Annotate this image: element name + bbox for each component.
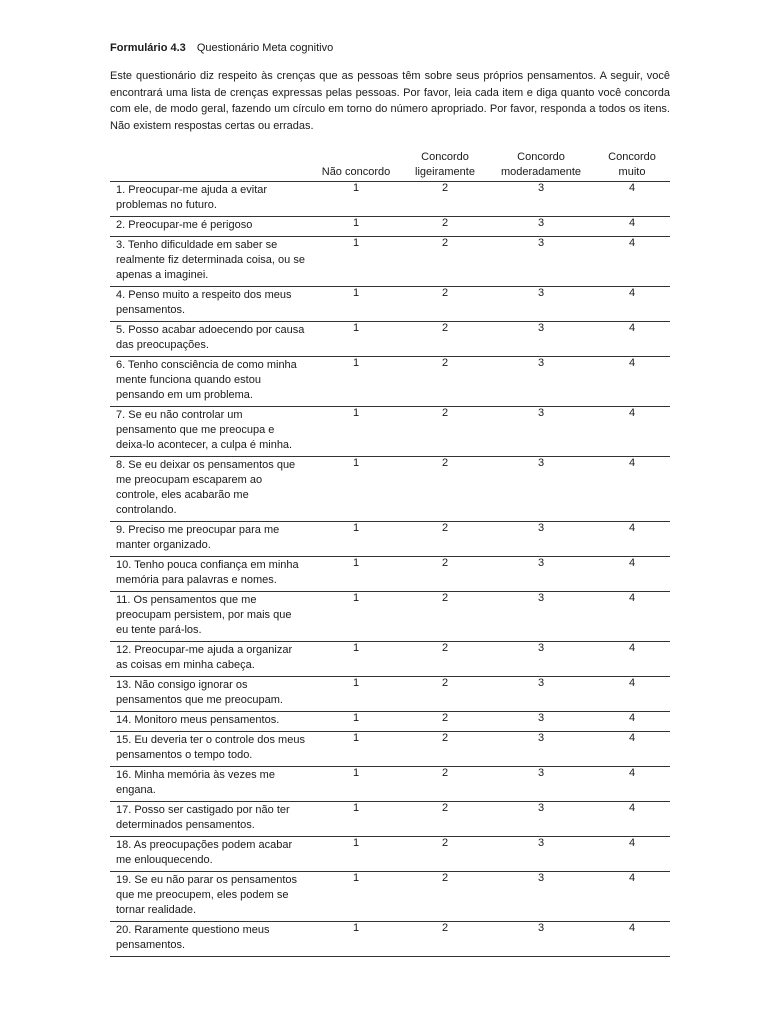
table-row [110,732,670,767]
rating-option-1[interactable]: 1 [310,872,402,922]
table-row [110,217,670,237]
rating-option-4[interactable]: 4 [594,837,670,872]
rating-option-2[interactable]: 2 [402,767,488,802]
item-text: 16. Minha memória às vezes me engana. [110,767,310,802]
item-text: 2. Preocupar-me é perigoso [110,217,310,237]
rating-option-2[interactable]: 2 [402,872,488,922]
table-row [110,677,670,712]
rating-option-4[interactable]: 4 [594,237,670,287]
rating-option-3[interactable]: 3 [488,457,594,522]
table-row [110,592,670,642]
rating-option-1[interactable]: 1 [310,457,402,522]
rating-option-4[interactable]: 4 [594,802,670,837]
rating-option-2[interactable]: 2 [402,677,488,712]
table-row [110,557,670,592]
rating-option-3[interactable]: 3 [488,837,594,872]
form-number: Formulário 4.3 [110,42,186,54]
item-text: 6. Tenho consciência de como minha mente funciona quando estou pensando em um problema. [110,357,310,407]
item-text: 5. Posso acabar adoecendo por causa das preocupações. [110,322,310,357]
item-text: 7. Se eu não controlar um pensamento que me preocupa e deixa-lo acontecer, a culpa é minha. [110,407,310,457]
table-row [110,182,670,217]
rating-option-1[interactable]: 1 [310,182,402,217]
table-row [110,522,670,557]
rating-option-1[interactable]: 1 [310,677,402,712]
rating-option-3[interactable]: 3 [488,287,594,322]
rating-option-1[interactable]: 1 [310,357,402,407]
table-row [110,837,670,872]
intro-paragraph: Este questionário diz respeito às crenças que as pessoas têm sobre seus próprios pensamentos. A seguir, você encontrará uma lista de crenças expressas pelas pessoas. Por favor, leia cada item e diga quanto você concorda com ele, de modo geral, fazendo um círculo em torno do número apropriado. Por favor, responda a todos os itens. Não existem respostas certas ou erradas. [110,70,670,132]
rating-option-3[interactable]: 3 [488,557,594,592]
rating-option-4[interactable]: 4 [594,592,670,642]
rating-option-1[interactable]: 1 [310,767,402,802]
table-row [110,767,670,802]
rating-option-2[interactable]: 2 [402,322,488,357]
table-row [110,922,670,957]
rating-option-2[interactable]: 2 [402,837,488,872]
rating-option-3[interactable]: 3 [488,732,594,767]
rating-option-1[interactable]: 1 [310,922,402,957]
item-text: 18. As preocupações podem acabar me enlouquecendo. [110,837,310,872]
item-text: 4. Penso muito a respeito dos meus pensamentos. [110,287,310,322]
rating-option-3[interactable]: 3 [488,677,594,712]
item-text: 20. Raramente questiono meus pensamentos. [110,922,310,957]
item-text: 9. Preciso me preocupar para me manter organizado. [110,522,310,557]
rating-option-3[interactable]: 3 [488,182,594,217]
rating-option-1[interactable]: 1 [310,407,402,457]
rating-option-4[interactable]: 4 [594,407,670,457]
rating-option-4[interactable]: 4 [594,872,670,922]
rating-option-3[interactable]: 3 [488,217,594,237]
form-title: Questionário Meta cognitivo [196,42,334,54]
item-text: 19. Se eu não parar os pensamentos que me preocupem, eles podem se tornar realidade. [110,872,310,922]
rating-option-2[interactable]: 2 [402,217,488,237]
rating-option-2[interactable]: 2 [402,802,488,837]
table-row [110,287,670,322]
rating-option-1[interactable]: 1 [310,217,402,237]
rating-option-1[interactable]: 1 [310,802,402,837]
rating-option-4[interactable]: 4 [594,922,670,957]
rating-option-2[interactable]: 2 [402,457,488,522]
rating-option-3[interactable]: 3 [488,872,594,922]
document-page [110,40,670,957]
item-text: 13. Não consigo ignorar os pensamentos que me preocupam. [110,677,310,712]
rating-option-2[interactable]: 2 [402,642,488,677]
table-row [110,322,670,357]
rating-option-3[interactable]: 3 [488,802,594,837]
rating-option-3[interactable]: 3 [488,767,594,802]
rating-option-2[interactable]: 2 [402,407,488,457]
rating-option-1[interactable]: 1 [310,322,402,357]
rating-option-3[interactable]: 3 [488,522,594,557]
rating-option-2[interactable]: 2 [402,287,488,322]
rating-option-1[interactable]: 1 [310,642,402,677]
table-row [110,642,670,677]
rating-option-1[interactable]: 1 [310,837,402,872]
header-option-4: Concordo muito [594,148,670,182]
header-option-1: Não concordo [310,148,402,182]
rating-option-1[interactable]: 1 [310,557,402,592]
item-text: 17. Posso ser castigado por não ter determinados pensamentos. [110,802,310,837]
rating-option-4[interactable]: 4 [594,767,670,802]
rating-option-3[interactable]: 3 [488,237,594,287]
table-row [110,457,670,522]
rating-option-3[interactable]: 3 [488,592,594,642]
form-heading [110,40,670,56]
table-row [110,407,670,457]
rating-option-2[interactable]: 2 [402,522,488,557]
rating-option-4[interactable]: 4 [594,357,670,407]
rating-option-2[interactable]: 2 [402,732,488,767]
item-text: 11. Os pensamentos que me preocupam persistem, por mais que eu tente pará-los. [110,592,310,642]
table-row [110,802,670,837]
rating-option-2[interactable]: 2 [402,557,488,592]
item-text: 14. Monitoro meus pensamentos. [110,712,310,732]
rating-option-3[interactable]: 3 [488,642,594,677]
rating-option-1[interactable]: 1 [310,712,402,732]
questionnaire-table [110,148,670,957]
rating-option-4[interactable]: 4 [594,217,670,237]
rating-option-4[interactable]: 4 [594,732,670,767]
table-body [110,182,670,957]
rating-option-3[interactable]: 3 [488,357,594,407]
item-text: 15. Eu deveria ter o controle dos meus pensamentos o tempo todo. [110,732,310,767]
rating-option-1[interactable]: 1 [310,237,402,287]
rating-option-3[interactable]: 3 [488,407,594,457]
rating-option-4[interactable]: 4 [594,522,670,557]
item-text: 10. Tenho pouca confiança em minha memória para palavras e nomes. [110,557,310,592]
rating-option-1[interactable]: 1 [310,522,402,557]
table-row [110,357,670,407]
rating-option-2[interactable]: 2 [402,182,488,217]
table-row [110,237,670,287]
header-option-3: Concordo moderadamente [488,148,594,182]
rating-option-3[interactable]: 3 [488,712,594,732]
rating-option-2[interactable]: 2 [402,712,488,732]
rating-option-4[interactable]: 4 [594,457,670,522]
rating-option-3[interactable]: 3 [488,922,594,957]
rating-option-2[interactable]: 2 [402,237,488,287]
rating-option-1[interactable]: 1 [310,732,402,767]
rating-option-4[interactable]: 4 [594,642,670,677]
table-header [110,148,670,182]
header-item-column [110,148,310,182]
item-text: 1. Preocupar-me ajuda a evitar problemas no futuro. [110,182,310,217]
item-text: 3. Tenho dificuldade em saber se realmente fiz determinada coisa, ou se apenas a imaginei. [110,237,310,287]
header-option-2: Concordo ligeiramente [402,148,488,182]
rating-option-1[interactable]: 1 [310,287,402,322]
rating-option-4[interactable]: 4 [594,677,670,712]
rating-option-2[interactable]: 2 [402,922,488,957]
rating-option-4[interactable]: 4 [594,322,670,357]
table-row [110,872,670,922]
rating-option-3[interactable]: 3 [488,322,594,357]
rating-option-4[interactable]: 4 [594,557,670,592]
rating-option-2[interactable]: 2 [402,592,488,642]
rating-option-4[interactable]: 4 [594,712,670,732]
item-text: 12. Preocupar-me ajuda a organizar as coisas em minha cabeça. [110,642,310,677]
item-text: 8. Se eu deixar os pensamentos que me preocupam escaparem ao controle, eles acabarão me controlando. [110,457,310,522]
rating-option-2[interactable]: 2 [402,357,488,407]
rating-option-4[interactable]: 4 [594,182,670,217]
rating-option-4[interactable]: 4 [594,287,670,322]
rating-option-1[interactable]: 1 [310,592,402,642]
table-row [110,712,670,732]
